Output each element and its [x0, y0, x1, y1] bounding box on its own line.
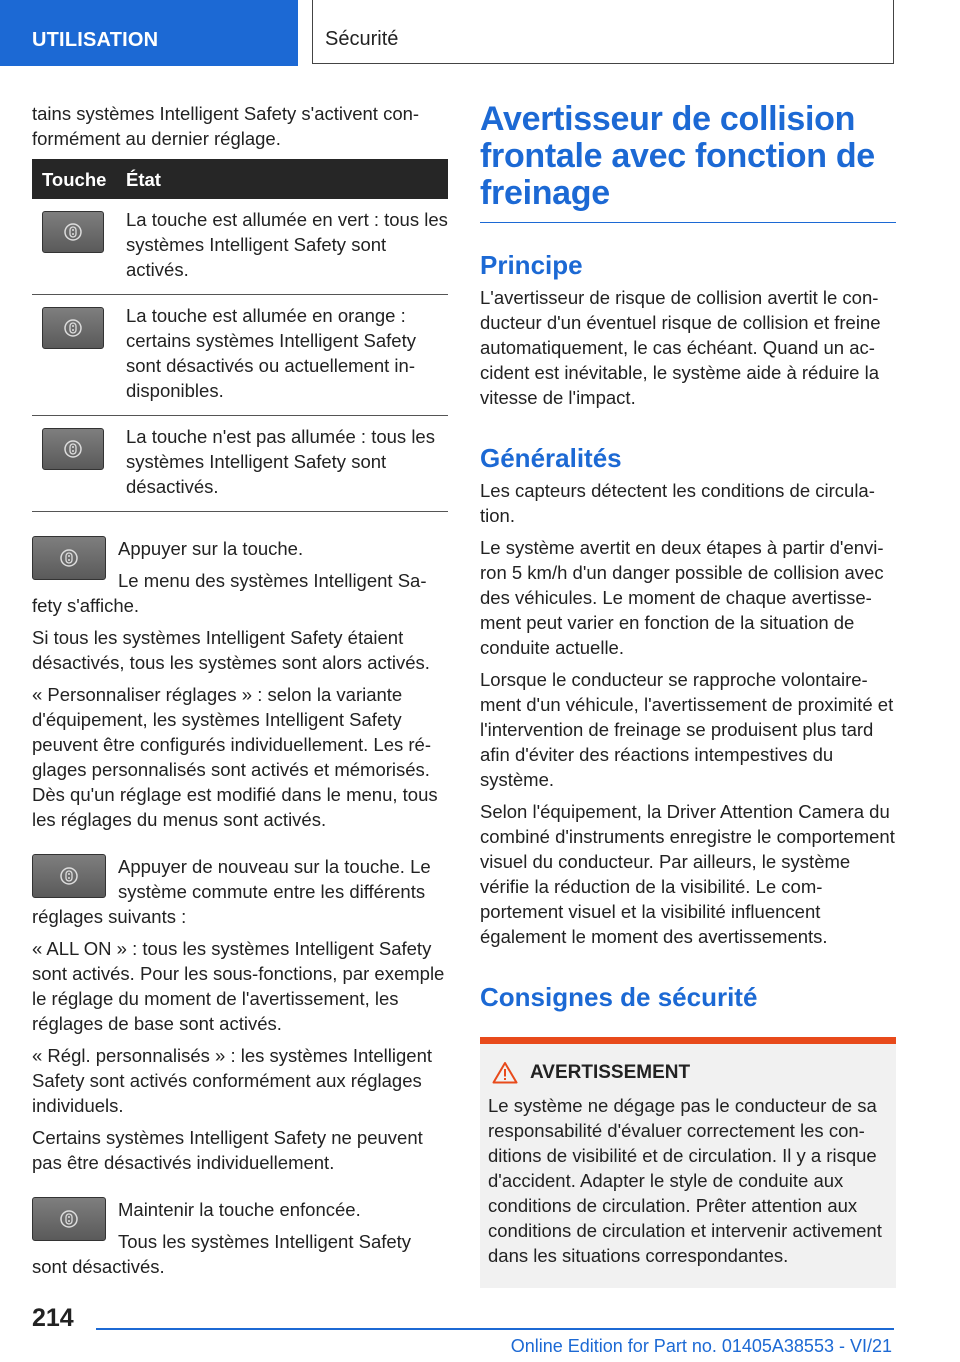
instruction-text: Le menu des systèmes Intelligent Safety s'affiche.	[32, 570, 427, 616]
paragraph: Si tous les systèmes Intelligent Safety étaient désactivés, tous les systèmes sont alors activés.	[32, 627, 430, 673]
footer-divider	[96, 1328, 894, 1330]
button-state-table	[32, 159, 448, 512]
paragraph: Le système avertit en deux étapes à partir d'environ 5 km/h d'un danger possible de collision avec des véhicules. Le moment de chaque avertissement peut varier en fonction de la situation de conduite actuelle.	[480, 537, 884, 658]
left-column	[32, 101, 448, 1286]
table-row-state: La touche n'est pas allumée : tous les systèmes Intelligent Safety sont désactivés.	[126, 426, 435, 497]
paragraph: « Personnaliser réglages » : selon la variante d'équipement, les systèmes Intelligent Safety peuvent être configurés individuellement. Les réglages personnalisés sont activés et mémorisés. Dès qu'un réglage est modifié dans le menu, tous les réglages du menus sont activés.	[32, 684, 438, 830]
instruction-text: Appuyer de nouveau sur la touche. Le système commute entre les différents réglages suivants :	[32, 856, 431, 927]
header-chapter-box	[312, 0, 894, 64]
warning-triangle-icon	[492, 1061, 518, 1084]
instruction-step	[32, 536, 448, 625]
intelligent-safety-button-icon	[42, 211, 104, 253]
paragraph: Les capteurs détectent les conditions de circulation.	[480, 480, 875, 526]
paragraph: Certains systèmes Intelligent Safety ne peuvent pas être désactivés individuellement.	[32, 1127, 423, 1173]
intro-text: tains systèmes Intelligent Safety s'activent conformément au dernier réglage.	[32, 103, 420, 149]
paragraph: Lorsque le conducteur se rapproche volontairement d'un véhicule, l'avertissement de proximité et l'intervention de freinage se produisent plus tard afin d'éviter des réactions intempestives du système.	[480, 669, 894, 790]
heading-consignes: Consignes de sécurité	[480, 982, 758, 1012]
page-number: 214	[32, 1304, 74, 1332]
warning-title: AVERTISSEMENT	[530, 1062, 691, 1083]
table-header-button: Touche	[42, 168, 107, 190]
header-section-tab	[0, 0, 298, 66]
warning-box	[480, 1037, 896, 1288]
table-header	[32, 159, 448, 199]
intelligent-safety-button-icon	[32, 536, 106, 580]
table-row-state: La touche est allumée en orange : certains systèmes Intelligent Safety sont désactivés ou actuellement indisponibles.	[126, 305, 416, 401]
intelligent-safety-button-icon	[42, 307, 104, 349]
warning-text: Le système ne dégage pas le conducteur de sa responsabilité d'évaluer correctement les conditions de visibilité et de circulation. Il y a risque d'accident. Adapter le style de conduite aux conditions de circulation. Prêter attention aux conditions de circulation et intervenir activement dans les situations correspondantes.	[488, 1095, 882, 1266]
footer-edition: Online Edition for Part no. 01405A38553 - VI/21	[510, 1336, 892, 1356]
paragraph: « ALL ON » : tous les systèmes Intelligent Safety sont activés. Pour les sous-fonctions, par exemple le réglage du moment de l'avertissement, les réglages de base sont activés.	[32, 938, 445, 1034]
right-column	[480, 101, 896, 1288]
paragraph: « Régl. personnalisés » : les systèmes Intelligent Safety sont activés conformément aux réglages individuels.	[32, 1045, 433, 1116]
table-header-state: État	[126, 168, 161, 190]
table-row-state: La touche est allumée en vert : tous les systèmes Intelligent Safety sont activés.	[126, 209, 448, 280]
warning-header	[488, 1060, 888, 1085]
heading-generalites: Généralités	[480, 443, 622, 473]
table-row	[32, 199, 448, 295]
instruction-text: Appuyer sur la touche.	[118, 538, 304, 559]
heading-principe: Principe	[480, 250, 583, 280]
instruction-step	[32, 854, 448, 936]
intelligent-safety-button-icon	[42, 428, 104, 470]
intelligent-safety-button-icon	[32, 854, 106, 898]
paragraph: Selon l'équipement, la Driver Attention Camera du combiné d'instruments enregistre le comportement visuel du conducteur. Par ailleurs, le système vérifie la réduction de la visibilité. Le comportement visuel et la visibilité influencent également le moment des avertissements.	[480, 801, 895, 947]
header-chapter-label: Sécurité	[325, 28, 399, 50]
table-row	[32, 416, 448, 512]
instruction-text: Tous les systèmes Intelligent Safety sont désactivés.	[32, 1231, 412, 1277]
instruction-text: Maintenir la touche enfoncée.	[118, 1199, 361, 1220]
header-section-label: UTILISATION	[32, 29, 159, 51]
table-row	[32, 295, 448, 416]
instruction-step	[32, 1197, 448, 1286]
paragraph: L'avertisseur de risque de collision avertit le conducteur d'un éventuel risque de collision et freine automatiquement, le cas échéant. Quand un accident est inévitable, le système aide à réduire la vitesse de l'impact.	[480, 287, 881, 408]
section-title: Avertisseur de collision frontale avec fonction de freinage	[480, 101, 896, 223]
intelligent-safety-button-icon	[32, 1197, 106, 1241]
